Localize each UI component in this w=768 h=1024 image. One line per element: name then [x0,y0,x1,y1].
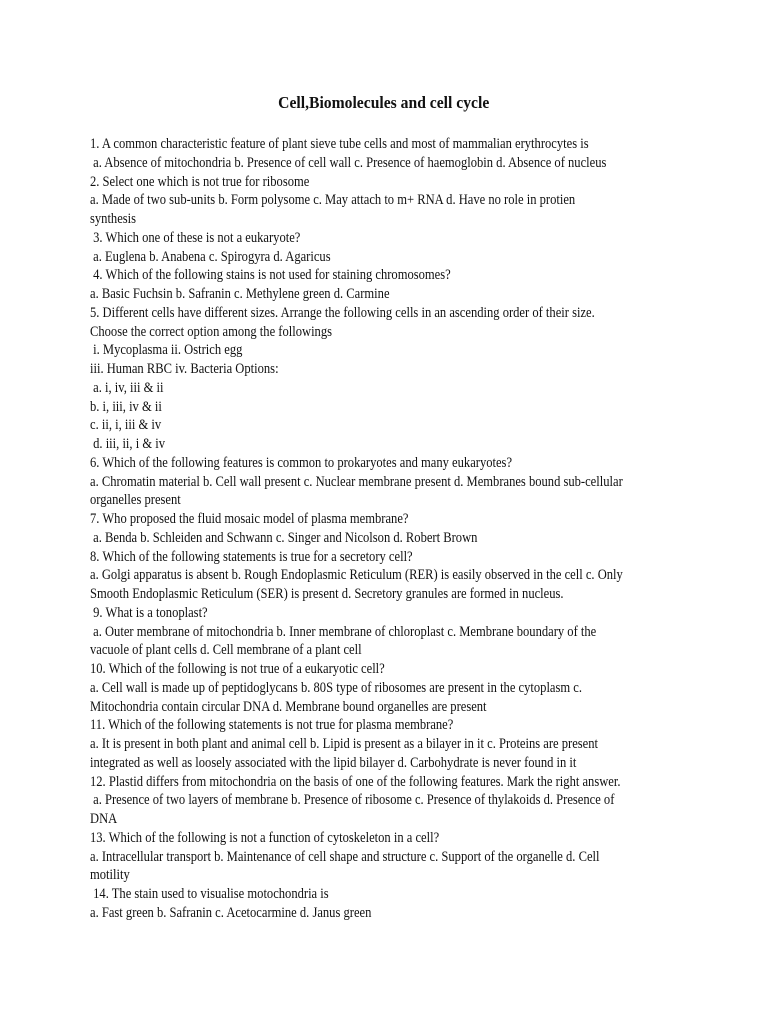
text-line: a. Made of two sub-units b. Form polysome c. May attach to m+ RNA d. Have no role in protien [90,192,576,209]
text-line: 2. Select one which is not true for ribosome [90,173,310,190]
text-line: integrated as well as loosely associated with the lipid bilayer d. Carbohydrate is never found in it [90,754,577,771]
text-line: a. Euglena b. Anabena c. Spirogyra d. Agaricus [90,248,331,265]
document-title-text: Cell,Biomolecules and cell cycle [278,93,490,112]
text-line: Mitochondria contain circular DNA d. Membrane bound organelles are present [90,698,487,715]
text-line: iii. Human RBC iv. Bacteria Options: [90,361,279,377]
text-line: motility [90,867,130,884]
text-line: d. iii, ii, i & iv [90,436,166,452]
text-line: 6. Which of the following features is common to prokaryotes and many eukaryotes? [90,454,513,471]
text-line: a. Intracellular transport b. Maintenance of cell shape and structure c. Support of the organelle d. Cell [90,848,600,865]
text-line: a. Cell wall is made up of peptidoglycans b. 80S type of ribosomes are present in the cytoplasm c. [90,679,583,696]
text-line: 10. Which of the following is not true of a eukaryotic cell? [90,661,385,677]
text-line: c. ii, i, iii & iv [90,417,162,434]
text-line: Smooth Endoplasmic Reticulum (SER) is present d. Secretory granules are formed in nucleus. [90,586,564,602]
text-line: a. i, iv, iii & ii [90,379,164,396]
text-line: a. Basic Fuchsin b. Safranin c. Methylene green d. Carmine [90,286,390,302]
text-line: 9. What is a tonoplast? [90,604,208,621]
text-line: DNA [90,811,118,827]
text-line: a. Benda b. Schleiden and Schwann c. Singer and Nicolson d. Robert Brown [90,529,478,546]
text-line: a. Chromatin material b. Cell wall present c. Nuclear membrane present d. Membranes bound sub-cellular [90,473,623,490]
text-line: 7. Who proposed the fluid mosaic model of plasma membrane? [90,511,409,527]
text-line: 12. Plastid differs from mitochondria on the basis of one of the following features. Mark the right answer. [90,773,621,790]
text-line: 13. Which of the following is not a function of cytoskeleton in a cell? [90,829,440,846]
text-line: 3. Which one of these is not a eukaryote? [90,229,301,246]
text-line: a. It is present in both plant and animal cell b. Lipid is present as a bilayer in it c. Proteins are present [90,736,599,752]
text-line: organelles present [90,492,181,509]
text-line: a. Fast green b. Safranin c. Acetocarmine d. Janus green [90,904,372,921]
text-line: Choose the correct option among the followings [90,323,333,340]
document-title [0,93,768,113]
text-line: 8. Which of the following statements is true for a secretory cell? [90,548,413,565]
text-line: 4. Which of the following stains is not used for staining chromosomes? [90,267,451,284]
text-line: a. Outer membrane of mitochondria b. Inner membrane of chloroplast c. Membrane boundary of the [90,623,597,640]
text-line: i. Mycoplasma ii. Ostrich egg [90,342,243,359]
text-line: 11. Which of the following statements is not true for plasma membrane? [90,717,454,734]
text-line: a. Presence of two layers of membrane b. Presence of ribosome c. Presence of thylakoids d. Presence of [90,792,615,809]
text-line: a. Golgi apparatus is absent b. Rough Endoplasmic Reticulum (RER) is easily observed in the cell c. Only [90,567,623,584]
text-line: a. Absence of mitochondria b. Presence of cell wall c. Presence of haemoglobin d. Absence of nucleus [90,154,607,171]
text-line: 5. Different cells have different sizes. Arrange the following cells in an ascending order of their size. [90,304,595,321]
text-line: 14. The stain used to visualise motochondria is [90,886,329,902]
text-line: b. i, iii, iv & ii [90,398,162,415]
document-body [90,135,692,923]
text-line: 1. A common characteristic feature of plant sieve tube cells and most of mammalian erythrocytes is [90,136,589,152]
text-line: vacuole of plant cells d. Cell membrane of a plant cell [90,642,362,659]
text-line: synthesis [90,211,137,227]
